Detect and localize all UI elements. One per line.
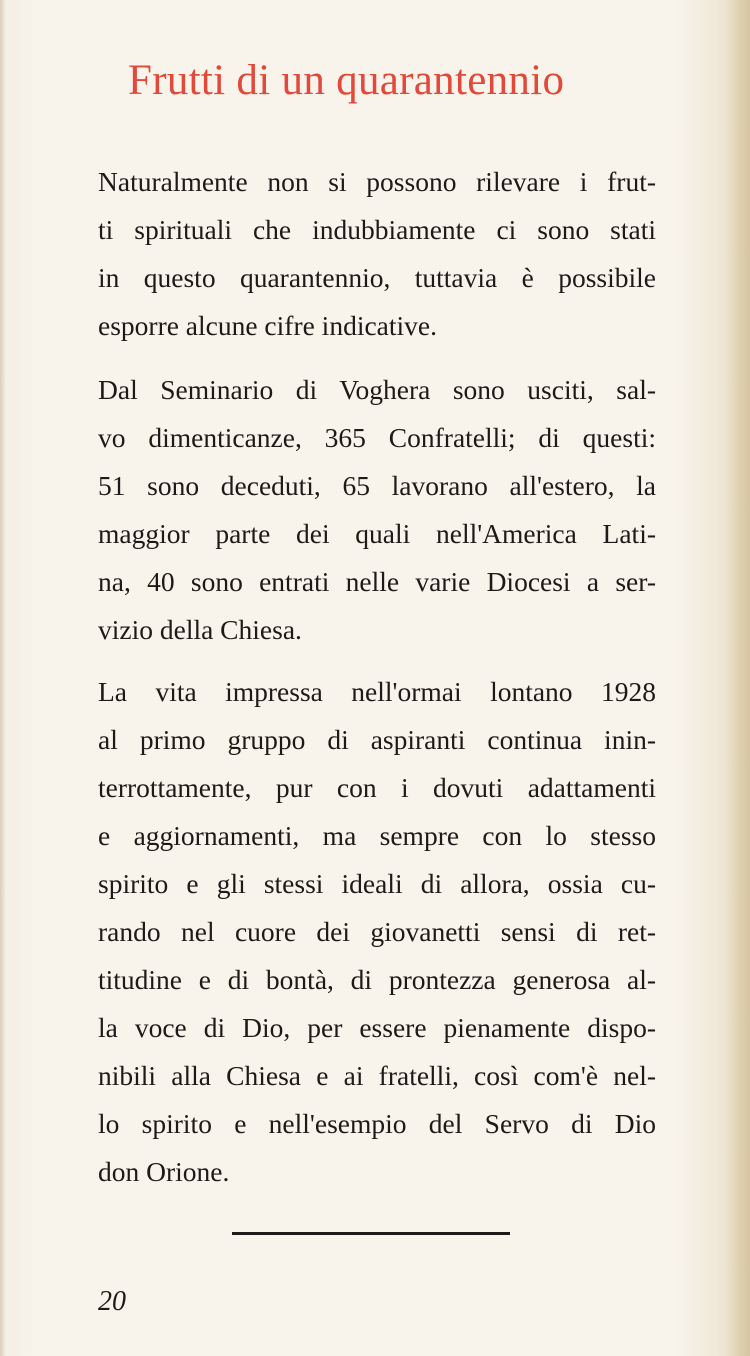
text-line: titudine e di bontà, di prontezza generosa al- (98, 964, 656, 995)
paragraph-3 (98, 668, 656, 1196)
text-line: nibili alla Chiesa e ai fratelli, così com'è nel- (98, 1060, 656, 1091)
text-line: la voce di Dio, per essere pienamente dispo- (98, 1012, 656, 1043)
text-line: in questo quarantennio, tuttavia è possibile (98, 262, 656, 293)
text-line: e aggiornamenti, ma sempre con lo stesso (98, 820, 656, 851)
text-line: 51 sono deceduti, 65 lavorano all'estero, la (98, 470, 656, 501)
text-line: La vita impressa nell'ormai lontano 1928 (98, 676, 656, 707)
text-line: vo dimenticanze, 365 Confratelli; di questi: (98, 422, 656, 453)
text-line: terrottamente, pur con i dovuti adattamenti (98, 772, 656, 803)
paragraph-2 (98, 366, 656, 654)
text-line: Dal Seminario di Voghera sono usciti, sal- (98, 374, 656, 405)
text-line: rando nel cuore dei giovanetti sensi di ret- (98, 916, 656, 947)
text-line: ti spirituali che indubbiamente ci sono stati (98, 214, 656, 245)
text-line: esporre alcune cifre indicative. (98, 310, 437, 341)
paragraph-1 (98, 158, 656, 350)
text-line: al primo gruppo di aspiranti continua inin- (98, 724, 656, 755)
text-line: na, 40 sono entrati nelle varie Diocesi a ser- (98, 566, 656, 597)
text-line: maggior parte dei quali nell'America Lati- (98, 518, 656, 549)
page-left-edge (0, 0, 6, 1356)
text-line: don Orione. (98, 1156, 230, 1187)
text-line: Naturalmente non si possono rilevare i frut- (98, 166, 656, 197)
page-spine-shadow (726, 0, 750, 1356)
text-line: spirito e gli stessi ideali di allora, ossia cu- (98, 868, 656, 899)
page-number: 20 (98, 1286, 126, 1317)
text-line: lo spirito e nell'esempio del Servo di Dio (98, 1108, 656, 1139)
chapter-title: Frutti di un quarantennio (128, 57, 565, 104)
text-line: vizio della Chiesa. (98, 614, 302, 645)
section-divider (232, 1232, 510, 1235)
